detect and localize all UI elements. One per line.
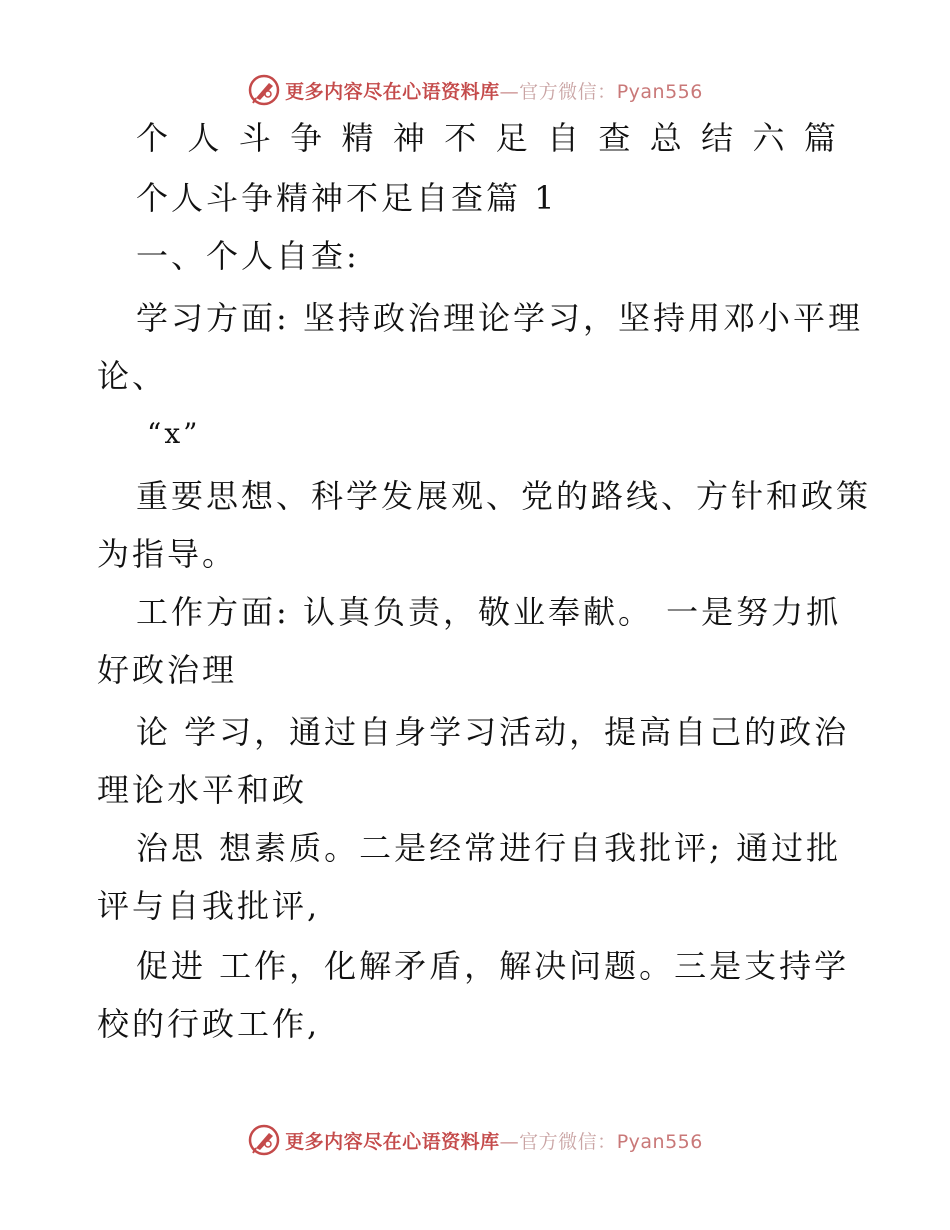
title-character: 争 [290,119,323,157]
title-character: 神 [392,119,425,157]
quoted-text: “x” [147,417,201,450]
title-character: 个 [136,119,169,157]
banner-account: Pyan556 [616,80,703,103]
footer-banner [0,1120,950,1160]
title-character: 总 [649,119,682,157]
document-title [136,118,836,158]
paragraph-line: 好政治理 [97,651,238,689]
title-character: 人 [187,119,220,157]
paragraph-line: 论 学习，通过自身学习活动，提高自己的政治 [136,713,850,751]
title-character: 查 [598,119,631,157]
title-character: 结 [701,119,734,157]
quill-pen-logo-icon [247,73,281,107]
paragraph-line: 为指导。 [97,535,238,573]
banner-account: Pyan556 [616,1130,703,1153]
banner-dash: — [499,80,520,103]
title-character: 不 [444,119,477,157]
title-character: 六 [752,119,785,157]
paragraph-line: 论、 [97,357,168,395]
banner-wechat-label: 官方微信： [519,80,617,103]
header-banner [0,70,950,110]
title-character: 篇 [803,119,836,157]
title-character: 足 [495,119,528,157]
paragraph-line: 理论水平和政 [97,771,308,809]
title-character: 斗 [238,119,271,157]
subsection-heading: 一、个人自查: [136,237,360,275]
banner-text [285,1127,703,1154]
banner-text [285,77,703,104]
banner-site-text: 更多内容尽在心语资料库 [285,80,500,103]
title-character: 精 [341,119,374,157]
quill-pen-logo-icon [247,1123,281,1157]
paragraph-line: 治思 想素质。二是经常进行自我批评; 通过批 [136,829,842,867]
paragraph-line: 重要思想、科学发展观、党的路线、方针和政策 [136,477,872,515]
section-heading: 个人斗争精神不足自查篇 1 [136,179,558,217]
banner-site-text: 更多内容尽在心语资料库 [285,1130,500,1153]
banner-wechat-label: 官方微信： [519,1130,617,1153]
paragraph-line: 评与自我批评, [97,887,321,925]
paragraph-line: 学习方面: 坚持政治理论学习，坚持用邓小平理 [136,299,863,337]
paragraph-line: 促进 工作，化解矛盾，解决问题。三是支持学 [136,947,850,985]
banner-dash: — [499,1130,520,1153]
paragraph-line: 校的行政工作, [97,1005,321,1043]
paragraph-line: 工作方面: 认真负责，敬业奉献。 一是努力抓 [136,593,842,631]
title-character: 自 [547,119,580,157]
